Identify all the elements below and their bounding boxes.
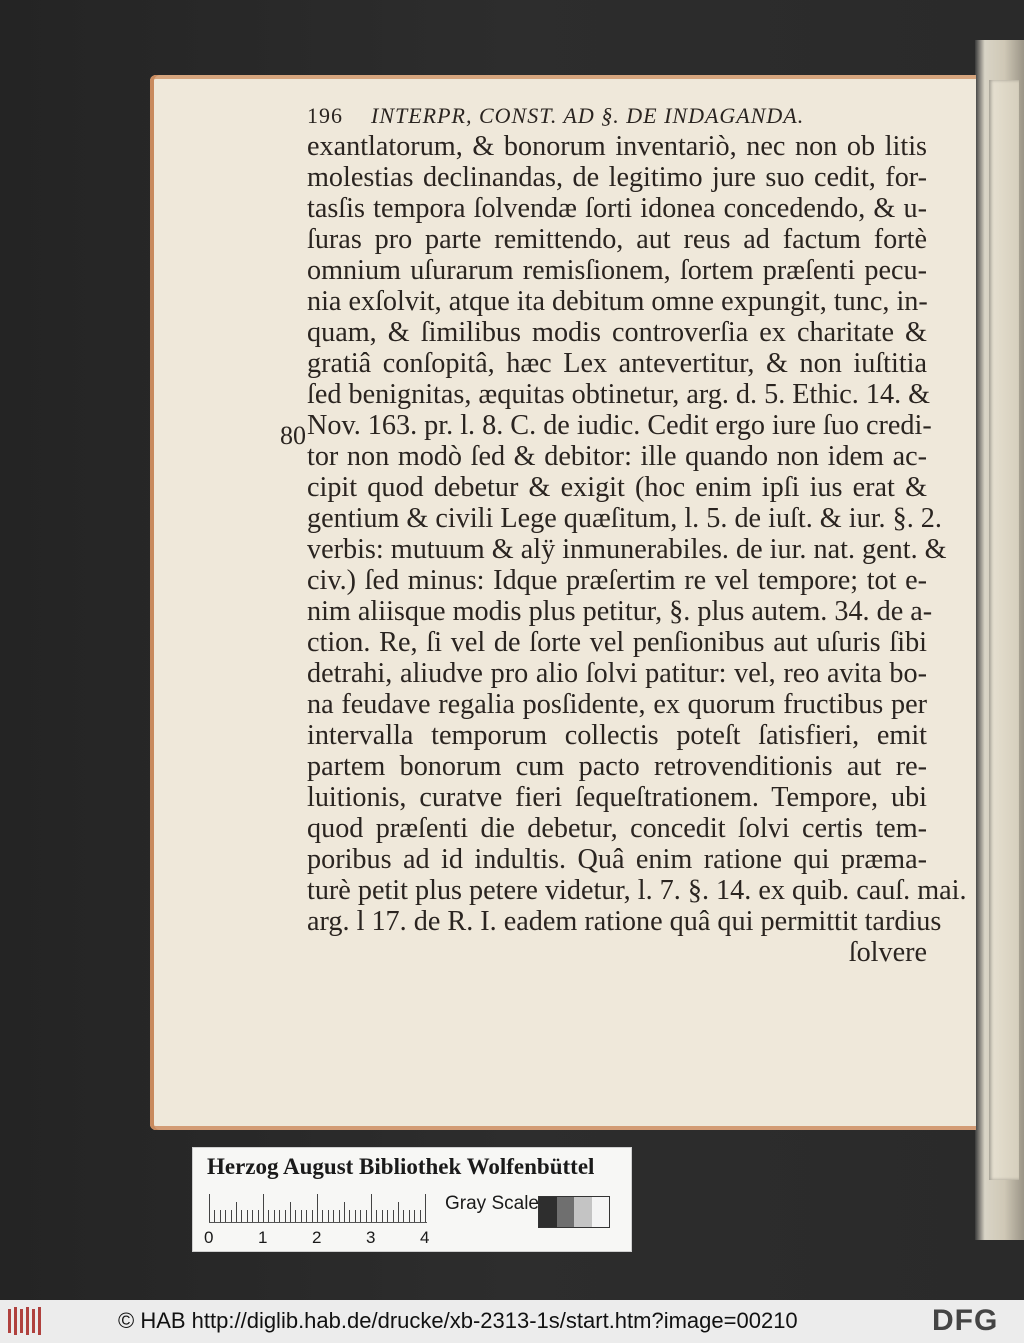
text-line: partem bonorum cum pacto retrovenditionis aut re- <box>307 751 927 782</box>
ruler-tick <box>247 1210 248 1222</box>
ruler-tick <box>333 1210 334 1222</box>
ruler-tick <box>398 1202 399 1222</box>
page-text-body <box>307 131 967 968</box>
text-line: exantlatorum, & bonorum inventariò, nec non ob litis <box>307 131 927 162</box>
ruler-tick <box>231 1210 232 1222</box>
ruler-tick <box>301 1210 302 1222</box>
ruler-tick <box>360 1210 361 1222</box>
ruler-tick <box>366 1210 367 1222</box>
text-line: intervalla temporum collectis poteſt ſatisfieri, emit <box>307 720 927 751</box>
gray-swatch <box>592 1197 610 1227</box>
page-number: 196 <box>307 103 343 128</box>
ruler-tick <box>409 1210 410 1222</box>
footer-credit-link[interactable]: © HAB http://diglib.hab.de/drucke/xb-2313-1s/start.htm?image=00210 <box>118 1308 798 1333</box>
gray-scale-label: Gray Scale <box>445 1193 539 1214</box>
text-line: poribus ad id indultis. Quâ enim ratione qui præma- <box>307 844 927 875</box>
text-line: tasſis tempora ſolvendæ ſorti idonea concedendo, & u- <box>307 193 927 224</box>
text-line: cipit quod debetur & exigit (hoc enim ipſi ius erat & <box>307 472 927 503</box>
text-line: arg. l 17. de R. I. eadem ratione quâ qui permittit tardius <box>307 906 942 937</box>
ruler-tick <box>252 1210 253 1222</box>
ruler-tick <box>317 1194 318 1222</box>
ruler-tick <box>279 1210 280 1222</box>
ruler-number: 2 <box>312 1228 322 1247</box>
ruler-tick <box>355 1210 356 1222</box>
adjacent-page-edge <box>975 40 1024 1240</box>
ruler-tick <box>328 1210 329 1222</box>
book-page <box>150 75 976 1130</box>
gray-swatch <box>539 1197 557 1227</box>
footer-bar <box>0 1300 1024 1343</box>
text-line: ction. Re, ſi vel de ſorte vel penſionibus aut uſuris ſibi <box>307 627 927 658</box>
text-line: molestias declinandas, de legitimo jure suo cedit, for- <box>307 162 927 193</box>
library-name: Herzog August Bibliothek Wolfenbüttel <box>207 1154 595 1179</box>
ruler-tick <box>263 1194 264 1222</box>
ruler-tick <box>285 1210 286 1222</box>
ruler-number: 4 <box>420 1228 430 1247</box>
gray-swatch <box>557 1197 575 1227</box>
ruler-tick <box>214 1210 215 1222</box>
text-line: quod præſenti die debetur, concedit ſolvi certis tem- <box>307 813 927 844</box>
text-line: ſuras pro parte remittendo, aut reus ad factum fortè <box>307 224 927 255</box>
ruler-tick <box>209 1194 210 1222</box>
text-line: luitionis, curatve fieri ſequeſtrationem. Tempore, ubi <box>307 782 927 813</box>
text-line: ſolvere <box>848 937 927 968</box>
ruler-number: 0 <box>204 1228 214 1247</box>
ruler-number: 3 <box>366 1228 376 1247</box>
scale-ruler <box>209 1192 427 1223</box>
ruler-tick <box>339 1210 340 1222</box>
text-line: omnium uſurarum remisſionem, ſortem præſenti pecu- <box>307 255 927 286</box>
ruler-tick <box>387 1210 388 1222</box>
ruler-tick <box>349 1210 350 1222</box>
text-line: quam, & ſimilibus modis controverſia ex charitate & <box>307 317 927 348</box>
ruler-tick <box>274 1210 275 1222</box>
ruler-tick <box>376 1210 377 1222</box>
ruler-number: 1 <box>258 1228 268 1247</box>
ruler-tick <box>393 1210 394 1222</box>
hab-logo-icon <box>6 1305 46 1337</box>
text-line: verbis: mutuum & alÿ inmunerabiles. de iur. nat. gent. & <box>307 534 947 565</box>
ruler-tick <box>290 1202 291 1222</box>
text-line: Nov. 163. pr. l. 8. C. de iudic. Cedit ergo iure ſuo credi- <box>307 410 932 441</box>
ruler-tick <box>268 1210 269 1222</box>
ruler-tick <box>344 1202 345 1222</box>
text-line: ſed benignitas, æquitas obtinetur, arg. d. 5. Ethic. 14. & <box>307 379 931 410</box>
ruler-tick <box>225 1210 226 1222</box>
gray-swatch <box>574 1197 592 1227</box>
ruler-tick <box>420 1210 421 1222</box>
ruler-tick <box>425 1194 426 1222</box>
ruler-tick <box>312 1210 313 1222</box>
text-line: gentium & civili Lege quæſitum, l. 5. de iuſt. & iur. §. 2. <box>307 503 942 534</box>
running-head-text: INTERPR, CONST. AD §. DE INDAGANDA. <box>371 103 805 128</box>
text-line: na feudave regalia posſidente, ex quorum fructibus per <box>307 689 927 720</box>
ruler-tick <box>382 1210 383 1222</box>
text-line: tor non modò ſed & debitor: ille quando non idem ac- <box>307 441 927 472</box>
text-line: civ.) ſed minus: Idque præſertim re vel tempore; tot e- <box>307 565 927 596</box>
ruler-tick <box>371 1194 372 1222</box>
ruler-tick <box>306 1210 307 1222</box>
ruler-tick <box>236 1202 237 1222</box>
dfg-logo: DFG <box>932 1304 999 1337</box>
running-header <box>307 103 927 129</box>
ruler-tick <box>258 1210 259 1222</box>
adjacent-page <box>989 80 1019 1180</box>
ruler-tick <box>414 1210 415 1222</box>
text-line: detrahi, aliudve pro alio ſolvi patitur: vel, reo avita bo- <box>307 658 927 689</box>
ruler-tick <box>403 1210 404 1222</box>
margin-line-number: 80 <box>280 421 306 450</box>
text-line: nim aliisque modis plus petitur, §. plus autem. 34. de a- <box>307 596 933 627</box>
library-color-card <box>192 1147 632 1252</box>
text-line: turè petit plus petere videtur, l. 7. §. 14. ex quib. cauſ. mai. <box>307 875 967 906</box>
ruler-tick <box>295 1210 296 1222</box>
gray-scale-swatches <box>538 1196 610 1228</box>
text-line: nia exſolvit, atque ita debitum omne expungit, tunc, in- <box>307 286 928 317</box>
ruler-tick <box>220 1210 221 1222</box>
ruler-tick <box>241 1210 242 1222</box>
text-line: gratiâ conſopitâ, hæc Lex antevertitur, & non iuſtitia <box>307 348 927 379</box>
ruler-tick <box>322 1210 323 1222</box>
